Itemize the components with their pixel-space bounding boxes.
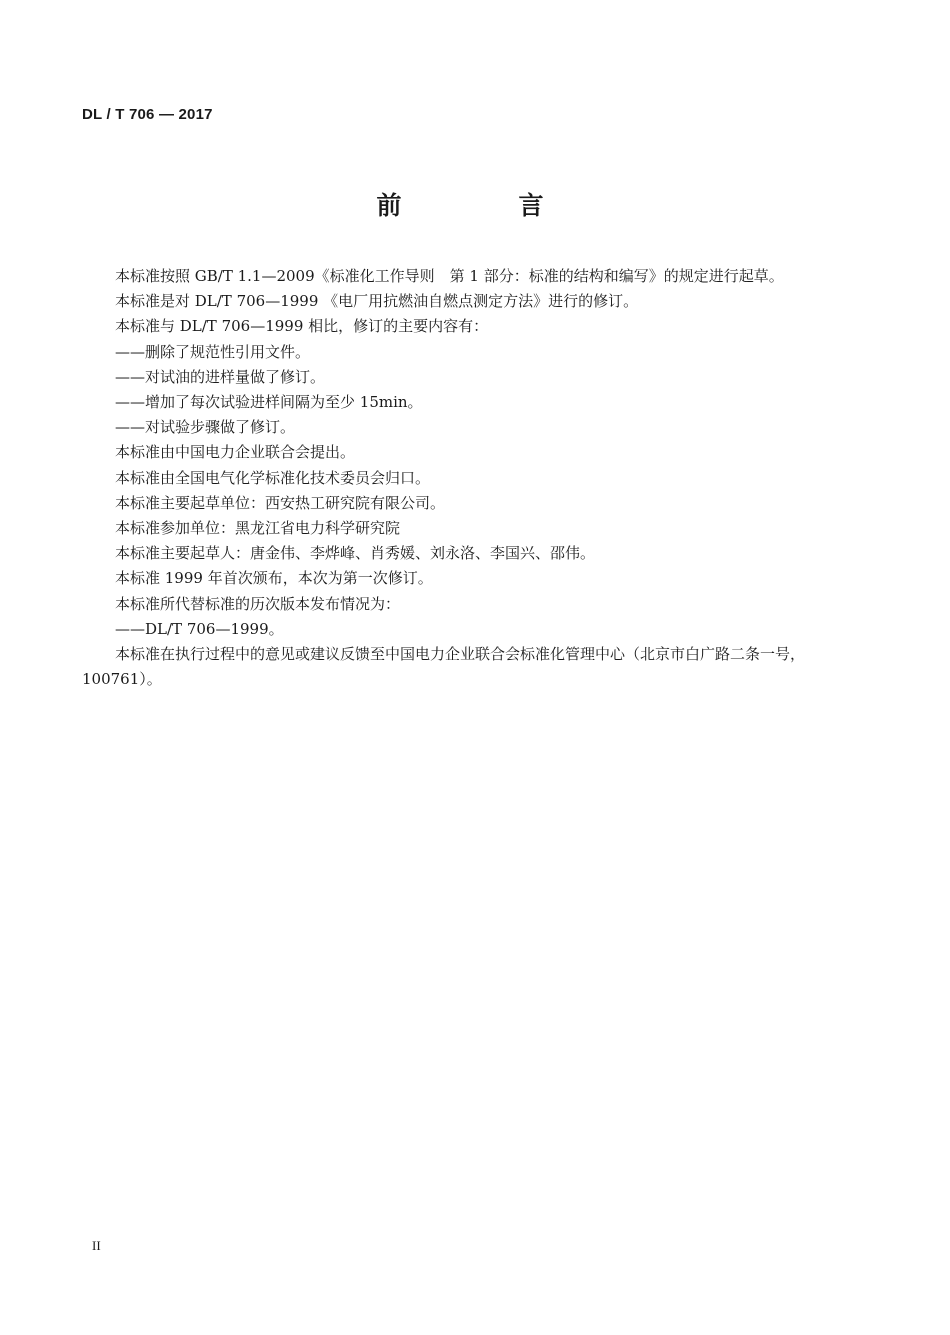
paragraph-first-issued: 本标准 1999 年首次颁布，本次为第一次修订。 (115, 569, 433, 588)
paragraph-proposed-by: 本标准由中国电力企业联合会提出。 (115, 443, 356, 462)
paragraph-revision-of: 本标准是对 DL/T 706—1999 《电厂用抗燃油自燃点测定方法》进行的修订。 (115, 292, 639, 311)
paragraph-feedback: 本标准在执行过程中的意见或建议反馈至中国电力企业联合会标准化管理中心（北京市白广路二条一号，100761）。 (82, 645, 806, 689)
standard-code: DL / T 706 — 2017 (82, 106, 213, 123)
paragraph-drafting-rules: 本标准按照 GB/T 1.1—2009《标准化工作导则 第 1 部分：标准的结构和编写》的规定进行起草。 (115, 267, 784, 285)
page-title: 前 言 (376, 191, 590, 220)
page-number: II (92, 1238, 101, 1253)
list-item-change: ——对试油的进样量做了修订。 (115, 367, 326, 386)
paragraph-main-changes-intro: 本标准与 DL/T 706—1999 相比，修订的主要内容有： (115, 317, 489, 336)
list-item-change: ——删除了规范性引用文件。 (115, 342, 311, 361)
list-item-change: ——对试验步骤做了修订。 (115, 418, 296, 437)
list-item-change: ——增加了每次试验进样间隔为至少 15min。 (115, 393, 423, 412)
paragraph-drafting-unit: 本标准主要起草单位：西安热工研究院有限公司。 (115, 493, 446, 512)
list-item-history: ——DL/T 706—1999。 (115, 619, 284, 638)
paragraph-history-intro: 本标准所代替标准的历次版本发布情况为： (115, 594, 401, 613)
paragraph-participating-unit: 本标准参加单位：黑龙江省电力科学研究院 (115, 519, 401, 538)
paragraph-administered-by: 本标准由全国电气化学标准化技术委员会归口。 (115, 468, 431, 487)
foreword-body (82, 264, 842, 692)
paragraph-drafters: 本标准主要起草人：唐金伟、李烨峰、肖秀媛、刘永洛、李国兴、邵伟。 (115, 544, 596, 563)
